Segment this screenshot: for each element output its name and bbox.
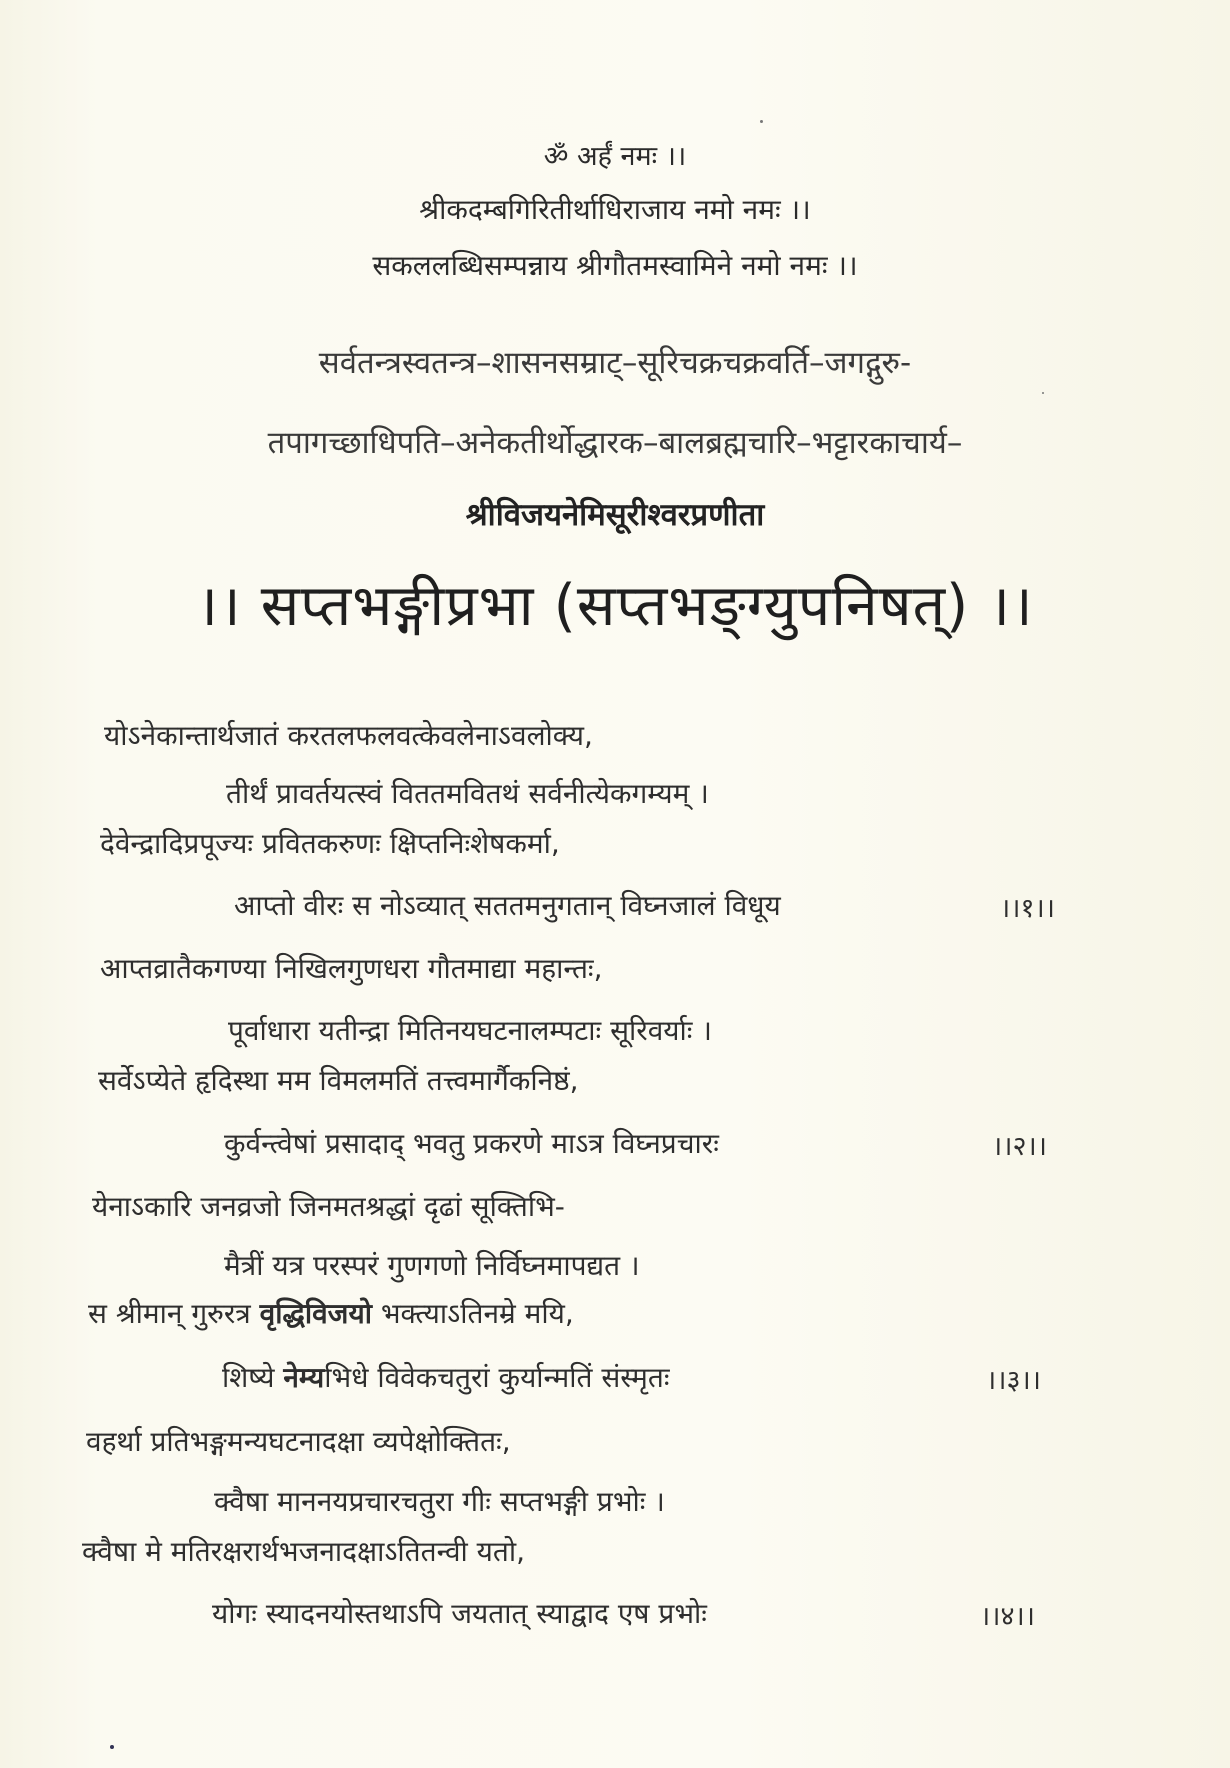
verse-4-number: ।।४।। — [980, 1601, 1035, 1632]
author-name: नेम्य — [283, 1361, 325, 1394]
verse-1-line-3: देवेन्द्रादिप्रपूज्यः प्रवितकरुणः क्षिप्तनिःशेषकर्मा, — [100, 827, 560, 860]
verse-2-line-1: आप्तव्रातैकगण्या निखिलगुणधरा गौतमाद्या महान्तः, — [100, 952, 603, 985]
verse-4-line-4: योगः स्यादनयोस्तथाऽपि जयतात् स्याद्वाद एष प्रभोः — [212, 1597, 707, 1630]
verse-3-number: ।।३।। — [986, 1365, 1041, 1396]
page-title: ।। सप्तभङ्गीप्रभा (सप्तभङ्ग्युपनिषत्) ।। — [196, 573, 1034, 639]
verse-2-number: ।।२।। — [992, 1131, 1047, 1162]
verse-3-line-3-end: भक्त्याऽतिनम्रे मयि, — [371, 1297, 574, 1330]
invocation-gautama: सकललब्धिसम्पन्नाय श्रीगौतमस्वामिने नमो नमः ।। — [372, 249, 858, 282]
author-line: श्रीविजयनेमिसूरीश्वरप्रणीता — [465, 497, 765, 533]
verse-4-line-3: क्वैषा मे मतिरक्षरार्थभजनादक्षाऽतितन्वी यतो, — [82, 1535, 526, 1568]
guru-name: वृद्धिविजयो — [259, 1297, 372, 1330]
verse-3-line-3-start: स श्रीमान् गुरुरत्र — [88, 1297, 260, 1330]
verse-3-line-2: मैत्रीं यत्र परस्परं गुणगणो निर्विघ्नमापद्यत । — [224, 1249, 640, 1282]
scan-speck — [110, 1745, 114, 1749]
verse-1-line-1: योऽनेकान्तार्थजातं करतलफलवत्केवलेनाऽवलोक्य, — [104, 719, 593, 752]
verse-3-line-1: येनाऽकारि जनव्रजो जिनमतश्रद्धां दृढां सूक्तिभि- — [92, 1190, 565, 1223]
verse-2-line-3: सर्वेऽप्येते हृदिस्था मम विमलमतिं तत्त्वमार्गैकनिष्ठं, — [98, 1064, 579, 1097]
verse-3-line-4 — [222, 1361, 670, 1394]
scan-speck — [760, 120, 763, 123]
verse-4-line-2: क्वैषा माननयप्रचारचतुरा गीः सप्तभङ्गी प्रभोः । — [214, 1485, 665, 1518]
invocation-kadamba: श्रीकदम्बगिरितीर्थाधिराजाय नमो नमः ।। — [419, 193, 811, 226]
verse-3-line-4-end: भिधे विवेकचतुरां कुर्यान्मतिं संस्मृतः — [324, 1361, 670, 1394]
invocation-om: ॐ अर्हं नमः ।। — [543, 141, 687, 172]
epithet-line-2: तपागच्छाधिपति–अनेकतीर्थोद्धारक–बालब्रह्मचारि–भट्टारकाचार्य– — [267, 425, 963, 461]
verse-3-line-4-start: शिष्ये — [222, 1361, 284, 1394]
verse-4-line-1: वहर्था प्रतिभङ्गमन्यघटनादक्षा व्यपेक्षोक्तितः, — [86, 1425, 511, 1458]
verse-1-line-2: तीर्थं प्रावर्तयत्स्वं विततमवितथं सर्वनीत्येकगम्यम् । — [226, 777, 709, 810]
verse-3-line-3 — [88, 1297, 574, 1330]
verse-1-number: ।।१।। — [1000, 893, 1055, 924]
verse-2-line-4: कुर्वन्त्वेषां प्रसादाद् भवतु प्रकरणे माऽत्र विघ्नप्रचारः — [224, 1127, 719, 1160]
scan-speck — [1042, 392, 1044, 394]
verse-1-line-4: आप्तो वीरः स नोऽव्यात् सततमनुगतान् विघ्नजालं विधूय — [234, 889, 781, 922]
verse-2-line-2: पूर्वाधारा यतीन्द्रा मितिनयघटनालम्पटाः सूरिवर्याः । — [228, 1014, 712, 1047]
epithet-line-1: सर्वतन्त्रस्वतन्त्र–शासनसम्राट्–सूरिचक्रचक्रवर्ति–जगद्गुरु- — [318, 345, 912, 381]
